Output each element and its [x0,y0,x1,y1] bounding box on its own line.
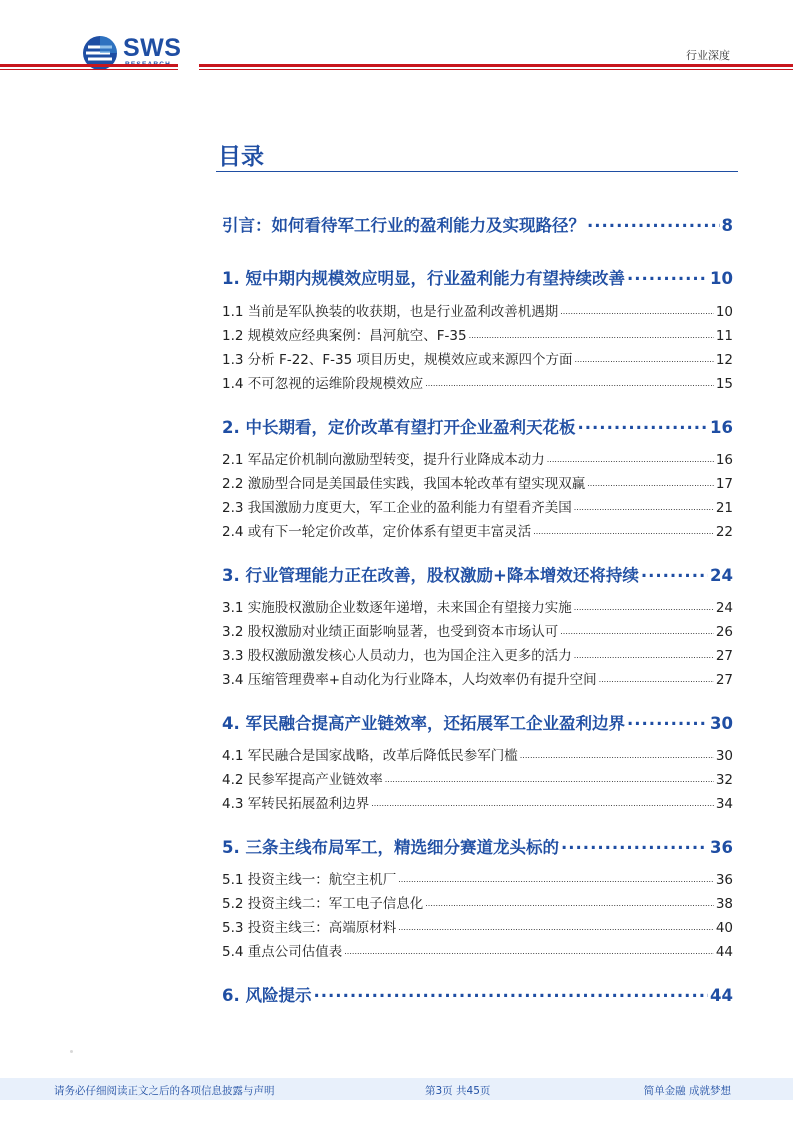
toc-section-link[interactable] [222,348,733,368]
toc-dot-leader [599,671,714,685]
toc-dot-leader [425,895,714,909]
toc-entry-title: 3.4 压缩管理费率+自动化为行业降本，人均效率仍有提升空间 [222,672,597,688]
toc-dot-leader [398,919,714,933]
toc-page-number: 21 [715,500,733,516]
toc-entry-title: 5.3 投资主线三：高端原材料 [222,920,397,936]
toc-page-number: 30 [710,714,733,733]
toc-entry-title: 1.4 不可忽视的运维阶段规模效应 [222,376,424,392]
toc-dot-leader [344,943,714,957]
toc-section-link[interactable] [222,496,733,516]
toc-chapter-link[interactable] [222,982,733,1006]
toc-dot-leader [627,713,708,730]
toc-entry-title: 3.2 股权激励对业绩正面影响显著，也受到资本市场认可 [222,624,559,640]
page-title: 目录 [218,144,264,170]
toc-page-number: 10 [710,269,733,288]
toc-entry-title: 5.1 投资主线一：航空主机厂 [222,872,397,888]
toc-dot-leader [574,351,713,365]
toc-page-number: 44 [710,986,733,1005]
toc-page-number: 8 [721,216,733,235]
toc-dot-leader [520,747,714,761]
logo-text: SWS [123,34,182,62]
toc-section-link[interactable] [222,644,733,664]
toc-dot-leader [641,565,708,582]
toc-page-number: 40 [715,920,733,936]
toc-section-link[interactable] [222,668,733,688]
toc-entry-title: 1.3 分析 F-22、F-35 项目历史，规模效应或来源四个方面 [222,352,573,368]
toc-section-link[interactable] [222,892,733,912]
toc-page-number: 16 [710,418,733,437]
toc-section-link[interactable] [222,868,733,888]
toc-dot-leader [560,623,714,637]
toc-section-link[interactable] [222,620,733,640]
toc-dot-leader [587,215,720,232]
toc-dot-leader [560,303,714,317]
toc-entry-title: 2.3 我国激励力度更大，军工企业的盈利能力有望看齐美国 [222,500,572,516]
toc-chapter-link[interactable] [222,834,733,858]
toc-dot-leader [574,599,714,613]
toc-entry-title: 4.3 军转民拓展盈利边界 [222,796,370,812]
toc-page-number: 22 [715,524,733,540]
toc-section-link[interactable] [222,472,733,492]
toc-entry-title: 引言：如何看待军工行业的盈利能力及实现路径？ [222,216,585,235]
toc-entry-title: 4. 军民融合提高产业链效率，还拓展军工企业盈利边界 [222,714,625,733]
toc-chapter-link[interactable] [222,562,733,586]
toc-entry-title: 2.4 或有下一轮定价改革，定价体系有望更丰富灵活 [222,524,532,540]
toc-page-number: 15 [715,376,733,392]
toc-page-number: 12 [715,352,733,368]
toc-page-number: 24 [710,566,733,585]
toc-dot-leader [627,268,708,285]
toc-page-number: 44 [715,944,733,960]
toc-entry-title: 3.1 实施股权激励企业数逐年递增，未来国企有望接力实施 [222,600,572,616]
toc-dot-leader [561,837,708,854]
toc-section-link[interactable] [222,792,733,812]
toc-entry-title: 5.4 重点公司估值表 [222,944,343,960]
toc-entry-title: 2.2 激励型合同是美国最佳实践，我国本轮改革有望实现双赢 [222,476,586,492]
toc-page-number: 17 [715,476,733,492]
toc-dot-leader [371,795,714,809]
toc-section-link[interactable] [222,940,733,960]
header-divider-thin [0,69,178,70]
footer-page-info: 第3页 共45页 [425,1085,491,1097]
toc-dot-leader [469,327,714,341]
toc-page-number: 16 [715,452,733,468]
toc-page-number: 30 [715,748,733,764]
toc-dot-leader [425,375,714,389]
report-type-label: 行业深度 [686,49,730,62]
toc-dot-leader [385,771,714,785]
toc-chapter-link[interactable] [222,265,733,289]
toc-page-number: 11 [715,328,733,344]
toc-dot-leader [533,523,714,537]
toc-section-link[interactable] [222,744,733,764]
toc-dot-leader [314,985,709,1002]
toc-dot-leader [587,475,714,489]
toc-page-number: 24 [715,600,733,616]
toc-entry-title: 1. 短中期内规模效应明显，行业盈利能力有望持续改善 [222,269,625,288]
toc-dot-leader [574,499,714,513]
toc-chapter-link[interactable] [222,710,733,734]
header-divider-right-thin [199,69,793,70]
toc-page-number: 27 [715,672,733,688]
toc-entry-title: 1.1 当前是军队换装的收获期，也是行业盈利改善机遇期 [222,304,559,320]
toc-page-number: 27 [715,648,733,664]
toc-chapter-link[interactable] [222,414,733,438]
toc-section-link[interactable] [222,596,733,616]
header-divider [0,64,178,67]
toc-section-link[interactable] [222,916,733,936]
toc-page-number: 38 [715,896,733,912]
toc-entry-title: 5.2 投资主线二：军工电子信息化 [222,896,424,912]
toc-entry-title: 1.2 规模效应经典案例：昌河航空、F-35 [222,328,467,344]
decorative-dot [70,1050,73,1053]
toc-entry-title: 3. 行业管理能力正在改善，股权激励+降本增效还将持续 [222,566,639,585]
toc-section-link[interactable] [222,324,733,344]
toc-entry-title: 2. 中长期看，定价改革有望打开企业盈利天花板 [222,418,576,437]
toc-section-link[interactable] [222,768,733,788]
toc-page-number: 26 [715,624,733,640]
toc-dot-leader [578,417,709,434]
toc-section-link[interactable] [222,372,733,392]
header-divider-right [199,64,793,67]
sws-logo [82,34,202,74]
toc-entry-title: 6. 风险提示 [222,986,312,1005]
toc-entry-title: 4.1 军民融合是国家战略，改革后降低民参军门槛 [222,748,518,764]
toc-page-number: 34 [715,796,733,812]
toc-entry-title: 2.1 军品定价机制向激励型转变，提升行业降成本动力 [222,452,545,468]
toc-section-link[interactable] [222,448,733,468]
toc-entry-title: 3.3 股权激励激发核心人员动力，也为国企注入更多的活力 [222,648,572,664]
toc-entry-title: 4.2 民参军提高产业链效率 [222,772,383,788]
toc-page-number: 32 [715,772,733,788]
toc-entry-title: 5. 三条主线布局军工，精选细分赛道龙头标的 [222,838,559,857]
toc-dot-leader [398,871,714,885]
toc-chapter-link[interactable] [222,212,733,236]
toc-section-link[interactable] [222,300,733,320]
footer-slogan: 简单金融 成就梦想 [643,1085,731,1097]
footer-disclaimer: 请务必仔细阅读正文之后的各项信息披露与声明 [54,1085,275,1097]
toc-dot-leader [574,647,714,661]
toc-dot-leader [547,451,714,465]
toc-section-link[interactable] [222,520,733,540]
toc-page-number: 36 [715,872,733,888]
title-underline [216,171,738,172]
toc-page-number: 10 [715,304,733,320]
toc-page-number: 36 [710,838,733,857]
